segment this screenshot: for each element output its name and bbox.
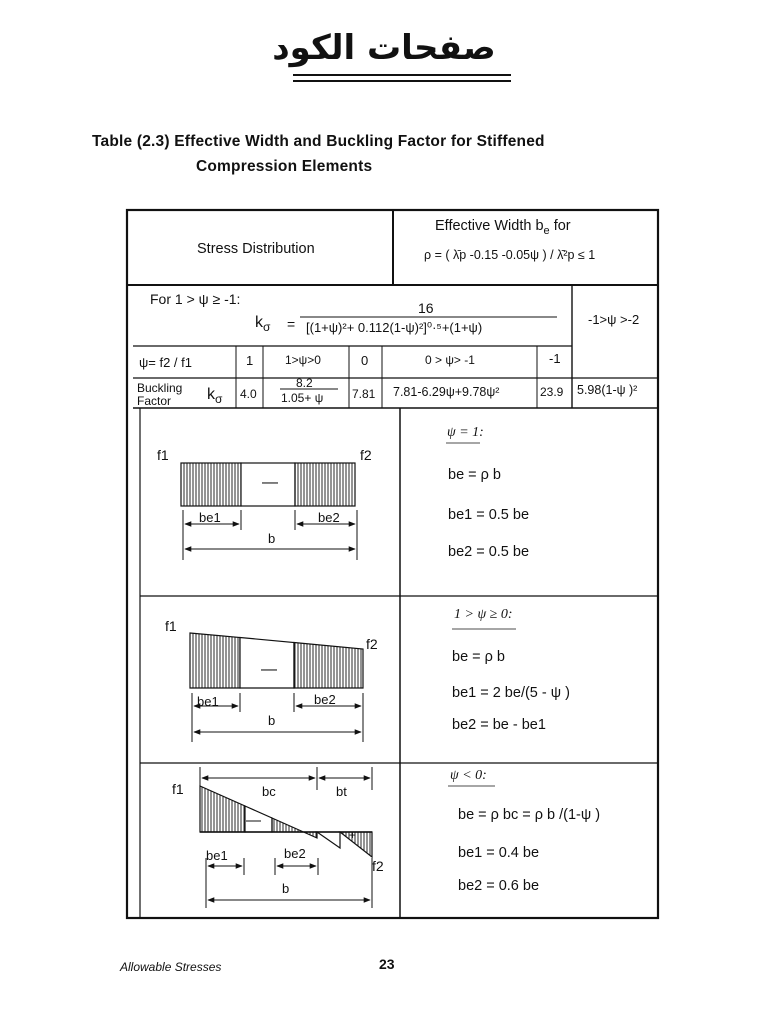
case1-minus: — [262, 474, 278, 491]
case2-be2: be2 [314, 692, 336, 707]
table-caption-line1: Table (2.3) Effective Width and Buckling Factor for Stiffened [92, 133, 545, 150]
case3-bc: bc [262, 784, 276, 799]
bf-value-2-num: 8.2 [296, 376, 313, 390]
case1-be2: be2 [318, 510, 340, 525]
bf-value-2-den: 1.05+ ψ [281, 391, 324, 405]
bf-value-3: 7.81 [352, 387, 376, 401]
rho-formula: ρ = ( λ̄p -0.15 -0.05ψ ) / λ̄²p ≤ 1 [424, 248, 596, 262]
ksigma-symbol: $k_\sigma$ [255, 314, 271, 335]
bf-value-6: 5.98(1-ψ )² [577, 383, 638, 397]
bf-value-5: 23.9 [540, 385, 564, 399]
psi-value-1: 1 [246, 353, 254, 368]
stress-distribution-header: Stress Distribution [197, 241, 315, 257]
psi-value-5: -1 [549, 351, 561, 366]
case1-eq2: be1 = 0.5 be [448, 507, 530, 523]
case1-be1: be1 [199, 510, 221, 525]
case3-eq1: be = ρ bc = ρ b /(1-ψ ) [458, 807, 601, 823]
case3-f2: f2 [372, 858, 384, 874]
case2-f1: f1 [165, 618, 177, 634]
case2-b: b [268, 713, 276, 728]
case1-f2: f2 [360, 447, 372, 463]
case2-eq2: be1 = 2 be/(5 - ψ ) [452, 685, 570, 701]
effective-width-header: Effective Width $b_e$ for [435, 218, 571, 237]
case1-f1: f1 [157, 447, 169, 463]
case1-eq1: be = ρ b [448, 467, 501, 483]
bf-value-1: 4.0 [240, 387, 257, 401]
buckling-factor-label: Buckling Factor [137, 381, 183, 408]
case2-minus: — [261, 661, 277, 678]
psi-value-2: 1>ψ>0 [285, 353, 321, 367]
case1-condition: ψ = 1: [447, 425, 484, 440]
ksigma-side-range: -1>ψ >-2 [588, 312, 640, 327]
psi-label: ψ= f2 / f1 [139, 355, 192, 370]
case3-be1: be1 [206, 848, 228, 863]
case2-condition: 1 > ψ ≥ 0: [454, 607, 513, 622]
case2-eq1: be = ρ b [452, 649, 505, 665]
footer-section-title: Allowable Stresses [120, 960, 222, 974]
table-caption-line2: Compression Elements [196, 158, 373, 175]
buckling-k-symbol: $k_\sigma$ [207, 386, 223, 407]
case3-condition: ψ < 0: [450, 768, 487, 783]
case2-f2: f2 [366, 636, 378, 652]
psi-value-3: 0 [361, 353, 369, 368]
case2-diagram [190, 633, 363, 742]
ksigma-range: For 1 > ψ ≥ -1: [150, 291, 241, 307]
case3-f1: f1 [172, 781, 184, 797]
arabic-title: صفحات الكود [272, 28, 496, 68]
case3-eq2: be1 = 0.4 be [458, 845, 540, 861]
ksigma-equals: = [287, 316, 296, 332]
case3-plus: + [349, 828, 357, 842]
ksigma-numerator: 16 [418, 300, 434, 316]
case1-eq3: be2 = 0.5 be [448, 544, 530, 560]
bf-value-4: 7.81-6.29ψ+9.78ψ² [393, 385, 500, 399]
page-number: 23 [379, 956, 395, 972]
psi-value-4: 0 > ψ> -1 [425, 353, 475, 367]
case3-eq3: be2 = 0.6 be [458, 878, 540, 894]
case3-bt: bt [336, 784, 347, 799]
case2-eq3: be2 = be - be1 [452, 717, 546, 733]
case2-be1: be1 [197, 694, 219, 709]
case3-minus: — [246, 812, 261, 829]
ksigma-denominator: [(1+ψ)²+ 0.112(1-ψ)²]⁰·⁵+(1+ψ) [306, 320, 483, 335]
case3-b: b [282, 881, 290, 896]
case1-b: b [268, 531, 276, 546]
case3-be2: be2 [284, 846, 306, 861]
